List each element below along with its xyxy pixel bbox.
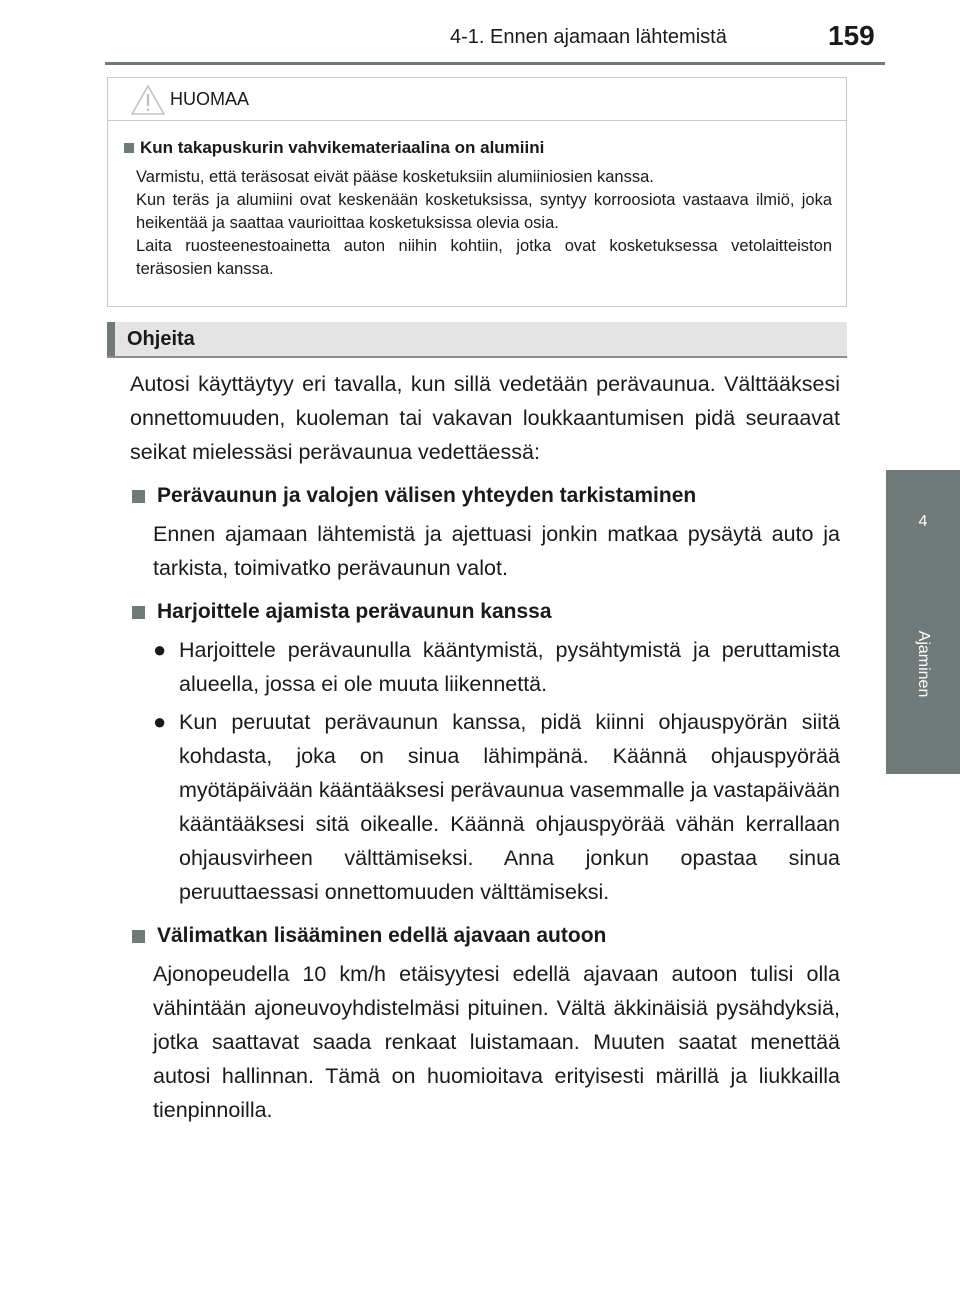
notice-body: [108, 121, 846, 281]
section-heading-bar: [107, 322, 847, 358]
running-header: 4-1. Ennen ajamaan lähtemistä: [450, 26, 727, 48]
list-item-text: Harjoittele perävaunulla kääntymistä, pysähtymistä ja peruttamista alueella, jossa ei ole muuta liikennettä.: [179, 638, 840, 696]
notice-text: [136, 166, 832, 281]
section-title: Ohjeita: [127, 328, 195, 350]
subheading-light-connection: [130, 479, 840, 513]
square-bullet-icon: [132, 606, 145, 619]
chapter-tab-number[interactable]: [886, 470, 960, 574]
chapter-tab-label[interactable]: [886, 574, 960, 774]
notice-header: [108, 78, 846, 121]
list-item: [153, 705, 840, 909]
paragraph: Ennen ajamaan lähtemistä ja ajettuasi jonkin matkaa pysäytä auto ja tarkista, toimivatko perävaunun valot.: [153, 522, 840, 580]
square-bullet-icon: [132, 490, 145, 503]
square-bullet-icon: [124, 143, 134, 153]
subheading-text: Harjoittele ajamista perävaunun kanssa: [157, 600, 552, 623]
notice-title: HUOMAA: [170, 89, 250, 109]
subheading-text: Perävaunun ja valojen välisen yhteyden tarkistaminen: [157, 484, 697, 507]
main-content: [130, 367, 840, 1127]
paragraph: Ajonopeudella 10 km/h etäisyytesi edellä ajavaan autoon tulisi olla vähintään ajoneuvoyhdistelmäsi pituinen. Vältä äkkinäisiä pysähdyksiä, jotka saattavat saada renkaat luistamaan. Muuten saatat menettää autosi hallinnan. Tämä on huomioitava erityisesti märillä ja liukkailla tienpinnoilla.: [153, 962, 840, 1122]
notice-subheading: [124, 138, 832, 158]
chapter-number: 4: [918, 513, 928, 530]
notice-line: Varmistu, että teräsosat eivät pääse kosketuksiin alumiiniosien kanssa.: [136, 168, 654, 186]
list-item: [153, 633, 840, 701]
subheading-practice: [130, 595, 840, 629]
warning-triangle-icon: [130, 84, 166, 116]
page-number: 159: [828, 20, 875, 51]
subheading-following-distance: [130, 919, 840, 953]
notice-subheading-text: Kun takapuskurin vahvikemateriaalina on alumiini: [140, 138, 545, 157]
subheading-text: Välimatkan lisääminen edellä ajavaan autoon: [157, 924, 607, 947]
chapter-label: Ajaminen: [915, 630, 932, 698]
header-rule: [105, 62, 885, 65]
notice-line: Kun teräs ja alumiini ovat keskenään kosketuksissa, syntyy korroosiota vastaava ilmiö, joka heikentää ja saattaa vaurioittaa kosketuksissa olevia osia.: [136, 191, 832, 232]
notice-line: Laita ruosteenestoainetta auton niihin kohtiin, jotka ovat kosketuksessa vetolaitteiston teräsosien kanssa.: [136, 237, 832, 278]
notice-box: [107, 77, 847, 307]
list-item-text: Kun peruutat perävaunun kanssa, pidä kiinni ohjauspyörän siitä kohdasta, joka on sinua lähimpänä. Käännä ohjauspyörää myötäpäivään kääntääksesi perävaunua vasemmalle ja vastapäivään kääntääksesi sitä oikealle. Käännä ohjauspyörää vähän kerrallaan ohjausvirheen välttämiseksi. Anna jonkun opastaa sinua peruuttaessasi onnettomuuden välttämiseksi.: [179, 710, 840, 904]
round-bullet-icon: ●: [153, 709, 167, 734]
round-bullet-icon: ●: [153, 637, 167, 662]
intro-paragraph: Autosi käyttäytyy eri tavalla, kun sillä vedetään perävaunua. Välttääksesi onnettomuuden, kuoleman tai vakavan loukkaantumisen pidä seuraavat seikat mielessäsi perävaunua vedettäessä:: [130, 372, 840, 464]
square-bullet-icon: [132, 930, 145, 943]
